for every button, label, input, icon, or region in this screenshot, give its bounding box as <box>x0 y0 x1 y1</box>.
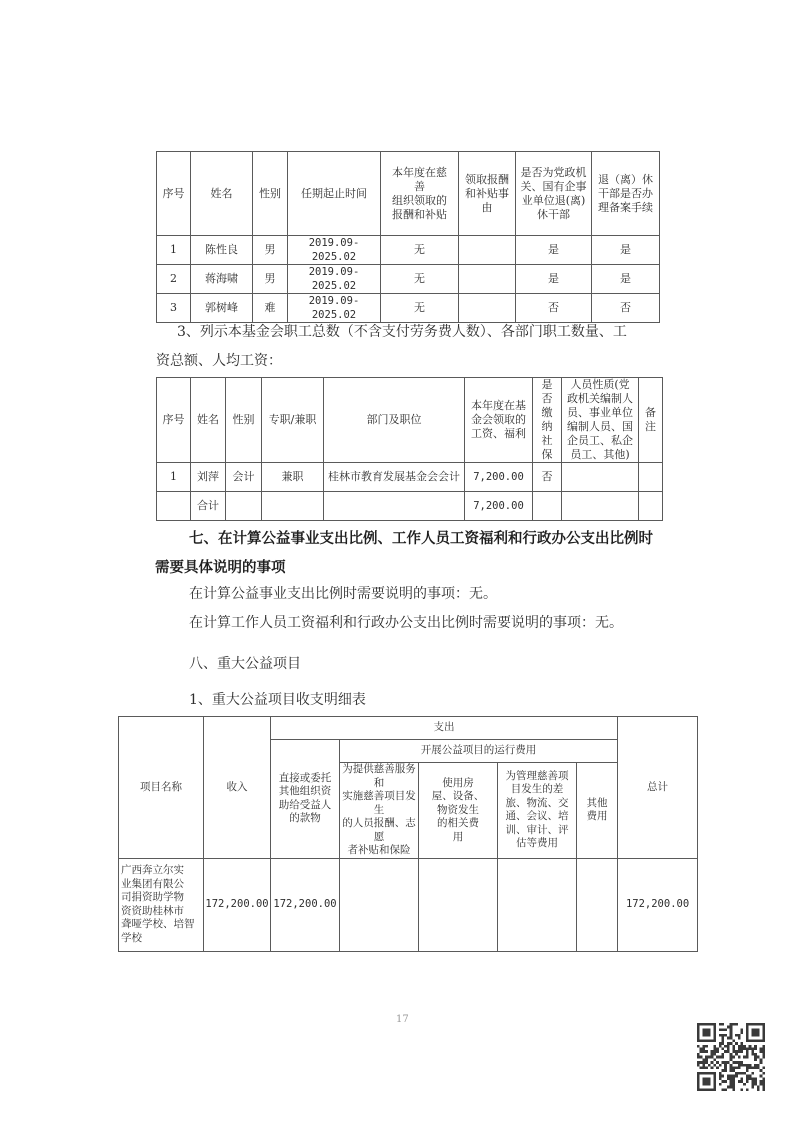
personnel-cost-cell <box>340 858 419 951</box>
section7-para2: 在计算工作人员工资福利和行政办公支出比例时需要说明的事项：无。 <box>189 615 623 631</box>
other-cost-cell <box>577 858 618 951</box>
header-index: 序号 <box>157 152 191 236</box>
direct-aid-cell: 172,200.00 <box>271 858 340 951</box>
header-remarks: 备 注 <box>639 378 663 463</box>
header-property-cost: 使用房 屋、设备、 物资发生 的相关费 用 <box>419 763 498 859</box>
property-cost-cell <box>419 858 498 951</box>
section3-line2: 资总额、人均工资： <box>156 353 282 369</box>
header-running-cost: 开展公益项目的运行费用 <box>340 740 618 763</box>
project-name-cell: 广西奔立尔实 业集团有限公 司捐资助学物 资资助桂林市 聋哑学校、培智 学校 <box>119 858 204 951</box>
header-name: 姓名 <box>191 152 253 236</box>
header-retired-cadre: 是否为党政机 关、国有企事 业单位退(离) 休干部 <box>516 152 592 236</box>
header-remuneration: 本年度在慈 善 组织领取的 报酬和补贴 <box>381 152 459 236</box>
header-income: 收入 <box>204 717 271 859</box>
section8-heading: 八、重大公益项目 <box>189 656 301 672</box>
table-total-row: 合计 7,200.00 <box>157 492 663 521</box>
major-projects-table <box>118 716 698 952</box>
management-cost-cell <box>498 858 577 951</box>
section3-line1: 3、列示本基金会职工总数（不含支付劳务费人数）、各部门职工数量、工 <box>177 324 627 340</box>
header-reason: 领取报酬 和补贴事 由 <box>459 152 516 236</box>
header-gender: 性别 <box>226 378 262 463</box>
section7-para1: 在计算公益事业支出比例时需要说明的事项：无。 <box>189 586 497 602</box>
table-header-row <box>157 152 660 236</box>
section8-subheading: 1、重大公益项目收支明细表 <box>189 692 366 708</box>
header-filing: 退（离）休 干部是否办 理备案手续 <box>592 152 660 236</box>
header-direct-aid: 直接或委托 其他组织资 助给受益人 的款物 <box>271 740 340 859</box>
header-personnel-type: 人员性质(党 政机关编制人 员、事业单位 编制人员、国 企员工、私企 员工、其他) <box>562 378 639 463</box>
section7-heading-line2: 需要具体说明的事项 <box>155 559 286 576</box>
header-name: 姓名 <box>191 378 226 463</box>
table-header-row <box>157 378 663 463</box>
qr-code-icon <box>697 1023 765 1091</box>
section7-heading-line1: 七、在计算公益事业支出比例、工作人员工资福利和行政办公支出比例时 <box>189 530 653 547</box>
header-management-cost: 为管理慈善项 目发生的差 旅、物流、交 通、会议、培 训、审计、评 估等费用 <box>498 763 577 859</box>
header-salary: 本年度在基 金会领取的 工资、福利 <box>465 378 533 463</box>
header-index: 序号 <box>157 378 191 463</box>
header-fulltime: 专职/兼职 <box>262 378 324 463</box>
table-row: 3 郭树峰 难 2019.09-2025.02 无 否 否 <box>157 294 660 323</box>
header-expense: 支出 <box>271 717 618 740</box>
header-gender: 性别 <box>253 152 288 236</box>
table-row: 2 蒋海啸 男 2019.09-2025.02 无 是 是 <box>157 265 660 294</box>
staff-salary-table <box>156 377 663 521</box>
members-remuneration-table <box>156 151 660 323</box>
header-social-security: 是 否 缴 纳 社 保 <box>533 378 562 463</box>
header-term: 任期起止时间 <box>288 152 381 236</box>
header-other-cost: 其他 费用 <box>577 763 618 859</box>
table-row <box>119 858 698 951</box>
header-personnel-cost: 为提供慈善服务和 实施慈善项目发生 的人员报酬、志愿 者补贴和保险 <box>340 763 419 859</box>
table-row: 1 刘萍 会计 兼职 桂林市教育发展基金会会计 7,200.00 否 <box>157 463 663 492</box>
header-department: 部门及职位 <box>324 378 465 463</box>
page-number: 17 <box>396 1014 409 1025</box>
total-cell: 172,200.00 <box>618 858 698 951</box>
header-total: 总计 <box>618 717 698 859</box>
income-cell: 172,200.00 <box>204 858 271 951</box>
header-project-name: 项目名称 <box>119 717 204 859</box>
table-row: 1 陈性良 男 2019.09-2025.02 无 是 是 <box>157 236 660 265</box>
